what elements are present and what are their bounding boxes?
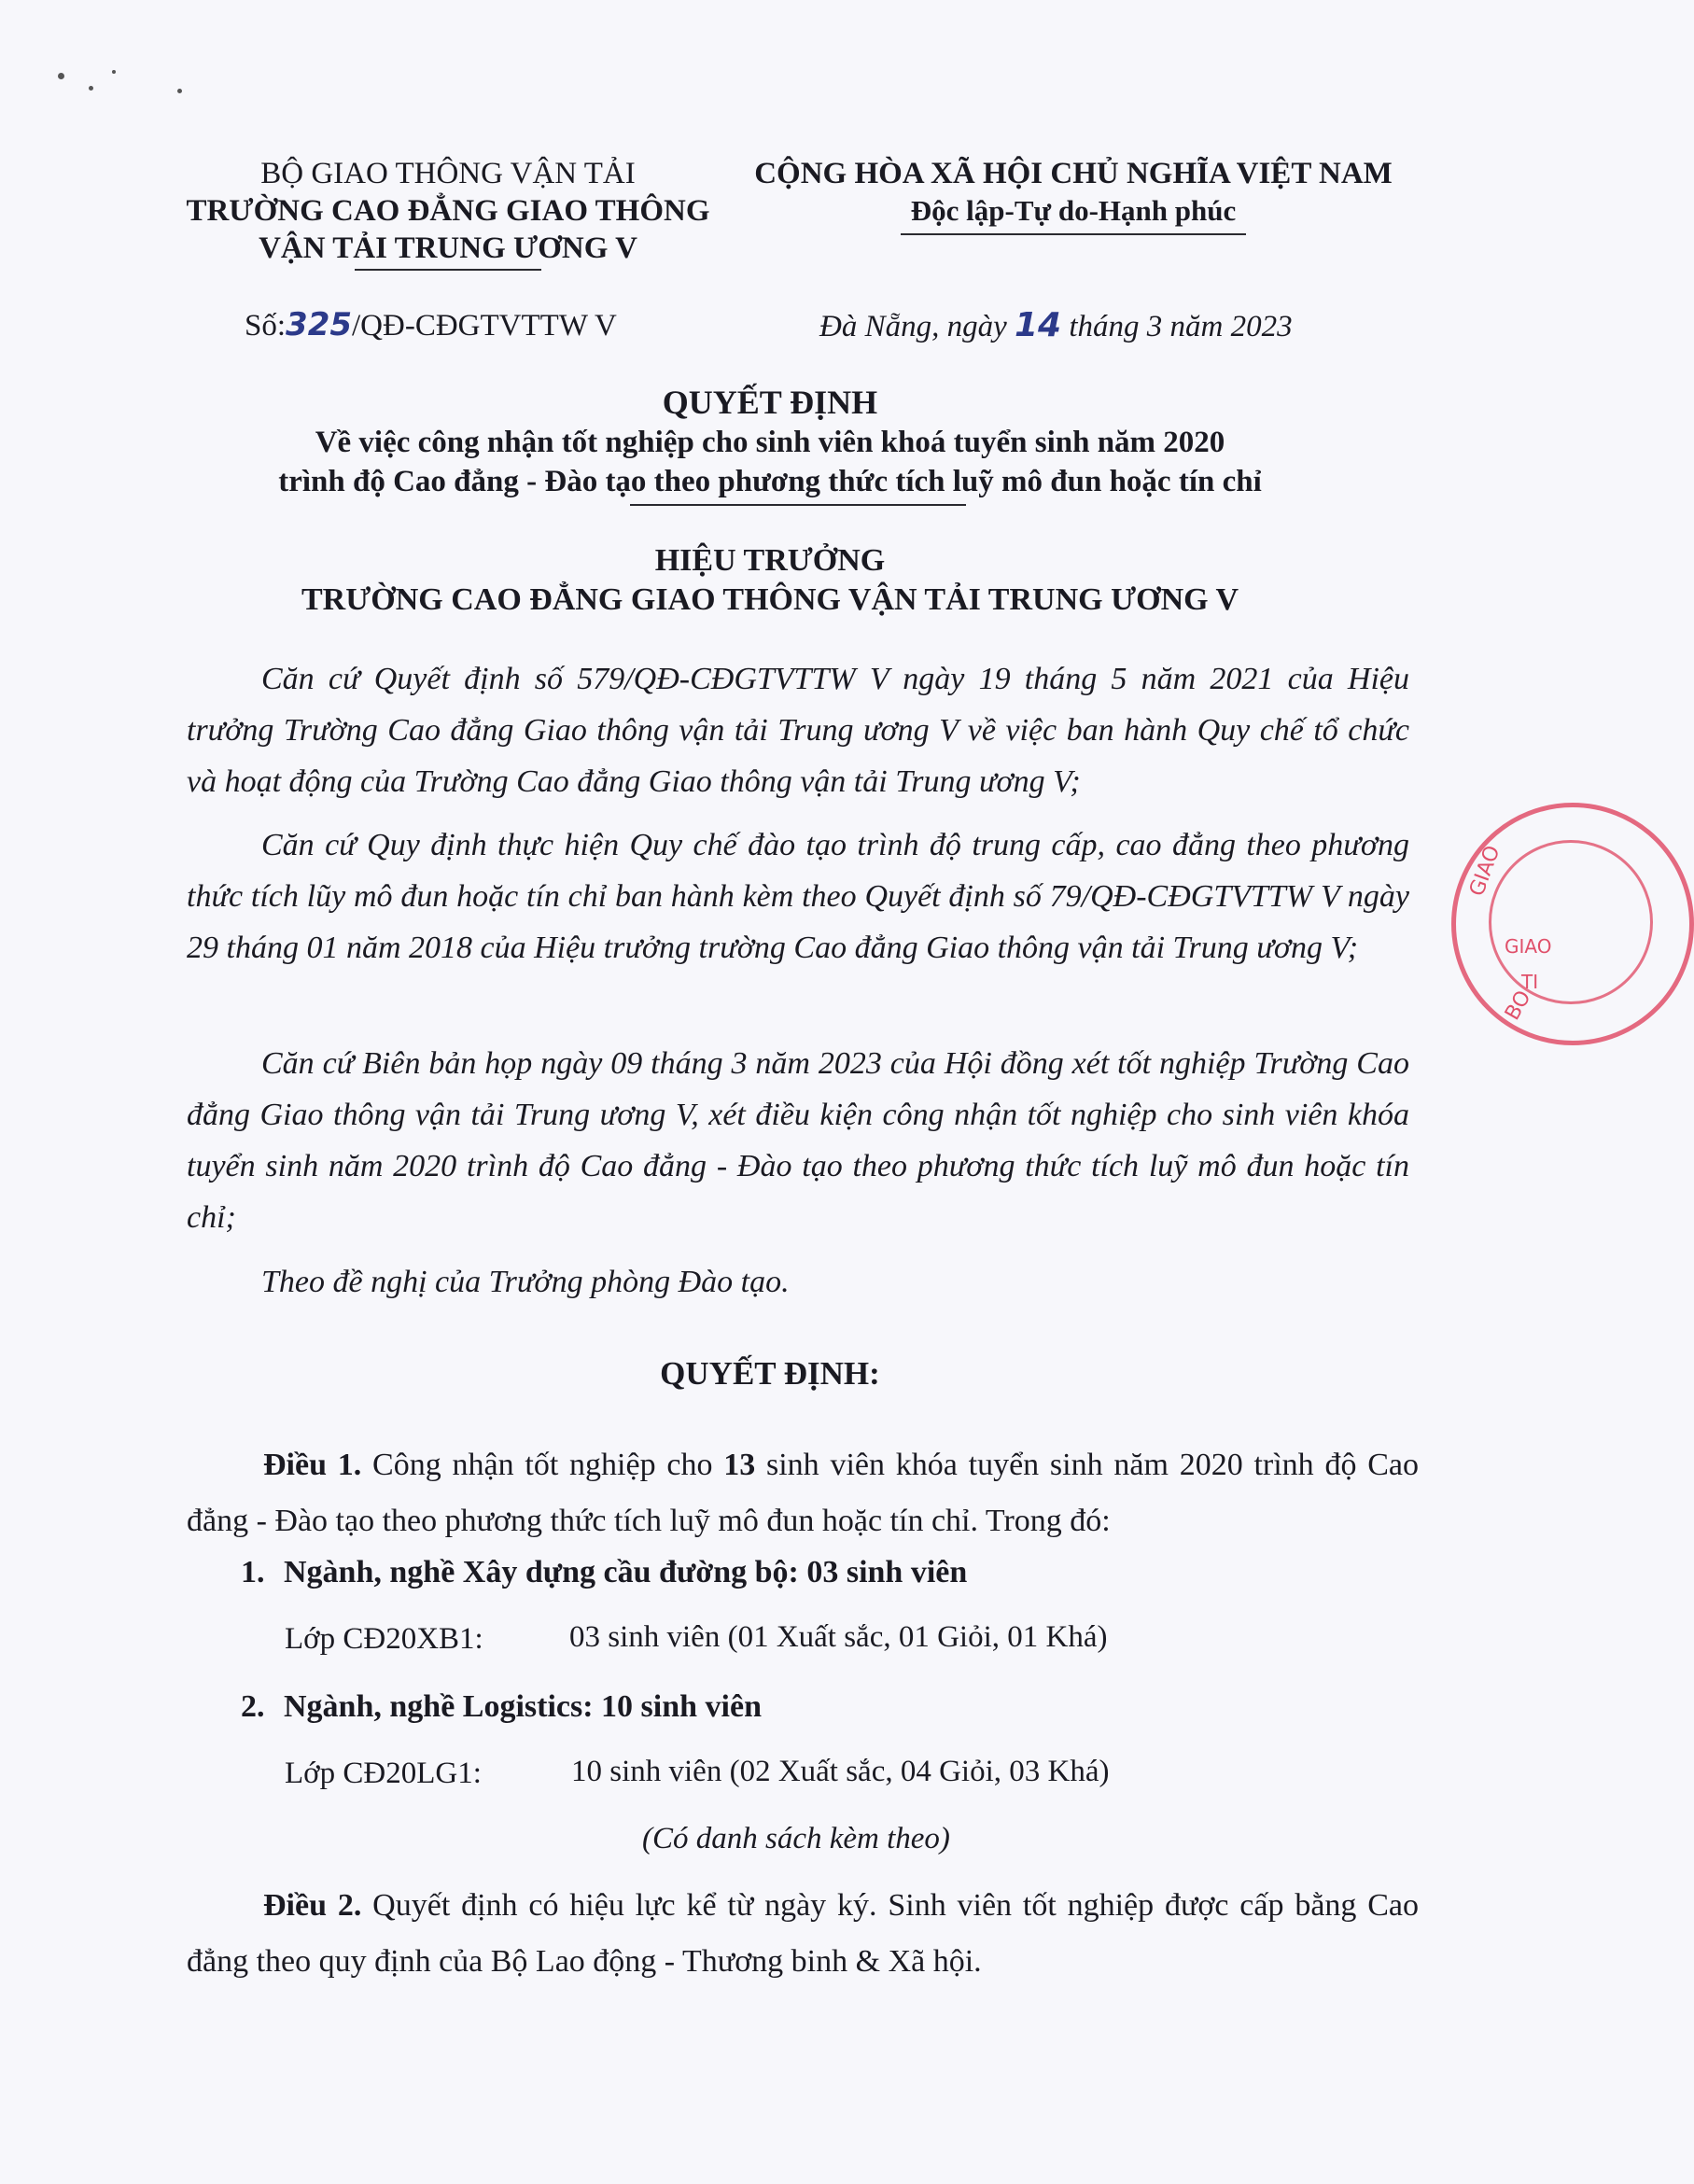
article-1-text-b: sinh viên khóa tuyển sinh năm 2020 trình độ Cao đẳng - Đào tạo theo phương thức tích luỹ mô đun hoặc tín chỉ. Trong đó:	[187, 1448, 1419, 1538]
document-date	[819, 306, 1293, 344]
basis-paragraph-4: Theo đề nghị của Trưởng phòng Đào tạo.	[261, 1265, 790, 1299]
document-number	[245, 306, 617, 343]
article-2-text: Quyết định có hiệu lực kể từ ngày ký. Sinh viên tốt nghiệp được cấp bằng Cao đẳng theo quy định của Bộ Lao động - Thương binh & Xã hội.	[187, 1888, 1420, 1979]
major-2-label: Ngành, nghề Logistics: 10 sinh viên	[284, 1689, 762, 1724]
country-name: CỘNG HÒA XÃ HỘI CHỦ NGHĨA VIỆT NAM	[754, 157, 1393, 190]
date-prefix: Đà Nẵng, ngày	[819, 310, 1007, 343]
major-2-class: Lớp CĐ20LG1:	[285, 1757, 482, 1790]
decision-subject-line2: trình độ Cao đẳng - Đào tạo theo phương thức tích luỹ mô đun hoặc tín chỉ	[278, 465, 1262, 498]
scan-speck	[58, 73, 64, 79]
doc-number-prefix: Số:	[245, 309, 287, 343]
major-1-class: Lớp CĐ20XB1:	[285, 1622, 483, 1656]
scan-speck	[89, 86, 93, 91]
basis-paragraph-3: Căn cứ Biên bản họp ngày 09 tháng 3 năm 2023 của Hội đồng xét tốt nghiệp Trường Cao đẳng Giao thông vận tải Trung ương V, xét điều kiện công nhận tốt nghiệp cho sinh viên khóa tuyển sinh năm 2020 trình độ Cao đẳng - Đào tạo theo phương thức tích luỹ mô đun hoặc tín chỉ;	[187, 1046, 1409, 1235]
official-seal-inner	[1489, 840, 1653, 1004]
date-suffix: tháng 3 năm 2023	[1069, 310, 1293, 343]
article-1-text-a: Công nhận tốt nghiệp cho	[361, 1448, 724, 1482]
scan-speck	[112, 70, 116, 74]
major-2-number: 2.	[241, 1689, 265, 1724]
national-motto: Độc lập-Tự do-Hạnh phúc	[910, 194, 1237, 227]
school-underline	[355, 269, 541, 271]
article-1-count: 13	[723, 1448, 756, 1482]
decision-heading: QUYẾT ĐỊNH:	[660, 1355, 880, 1392]
attachment-note: (Có danh sách kèm theo)	[642, 1822, 950, 1855]
school-name-line2: VẬN TẢI TRUNG ƯƠNG V	[259, 231, 637, 265]
motto-underline	[901, 233, 1246, 235]
scan-speck	[177, 89, 182, 93]
article-2	[187, 1878, 1419, 1990]
date-day-handwritten: 14	[1015, 306, 1062, 344]
major-1-label: Ngành, nghề Xây dựng cầu đường bộ: 03 sinh viên	[284, 1555, 968, 1589]
major-1-title	[241, 1555, 967, 1590]
seal-text-fragment: GIAO	[1465, 842, 1505, 900]
authority-title: HIỆU TRƯỞNG	[654, 543, 886, 578]
basis-paragraph-2: Căn cứ Quy định thực hiện Quy chế đào tạo trình độ trung cấp, cao đẳng theo phương thức tích lũy mô đun hoặc tín chỉ ban hành kèm theo Quyết định số 79/QĐ-CĐGTVTTW V ngày 29 tháng 01 năm 2018 của Hiệu trưởng trường Cao đẳng Giao thông vận tải Trung ương V;	[187, 828, 1409, 965]
article-1	[187, 1437, 1419, 1549]
decision-title: QUYẾT ĐỊNH	[662, 384, 878, 421]
article-1-label: Điều 1.	[263, 1448, 362, 1482]
major-1-detail: 03 sinh viên (01 Xuất sắc, 01 Giỏi, 01 Khá)	[569, 1620, 1108, 1654]
major-1-number: 1.	[241, 1555, 265, 1589]
seal-text-fragment-inner-2: TI	[1521, 971, 1539, 993]
major-2-title	[241, 1689, 762, 1725]
article-2-label: Điều 2.	[263, 1888, 362, 1923]
doc-number-suffix: /QĐ-CĐGTVTTW V	[352, 309, 617, 343]
basis-paragraph-1: Căn cứ Quyết định số 579/QĐ-CĐGTVTTW V ngày 19 tháng 5 năm 2021 của Hiệu trưởng Trường Cao đẳng Giao thông vận tải Trung ương V về việc ban hành Quy chế tổ chức và hoạt động của Trường Cao đẳng Giao thông vận tải Trung ương V;	[187, 662, 1409, 799]
authority-school: TRƯỜNG CAO ĐẲNG GIAO THÔNG VẬN TẢI TRUNG ƯƠNG V	[301, 582, 1239, 617]
school-name-line1: TRƯỜNG CAO ĐẲNG GIAO THÔNG	[186, 194, 710, 228]
ministry-name: BỘ GIAO THÔNG VẬN TẢI	[260, 157, 636, 190]
decision-subject-line1: Về việc công nhận tốt nghiệp cho sinh viên khoá tuyển sinh năm 2020	[315, 426, 1225, 459]
seal-text-fragment-inner: GIAO	[1505, 935, 1552, 958]
subject-underline	[630, 504, 966, 506]
seal-text-fragment-bottom: BO	[1501, 987, 1536, 1025]
major-2-detail: 10 sinh viên (02 Xuất sắc, 04 Giỏi, 03 Khá)	[571, 1755, 1110, 1788]
doc-number-handwritten: 325	[286, 306, 353, 343]
